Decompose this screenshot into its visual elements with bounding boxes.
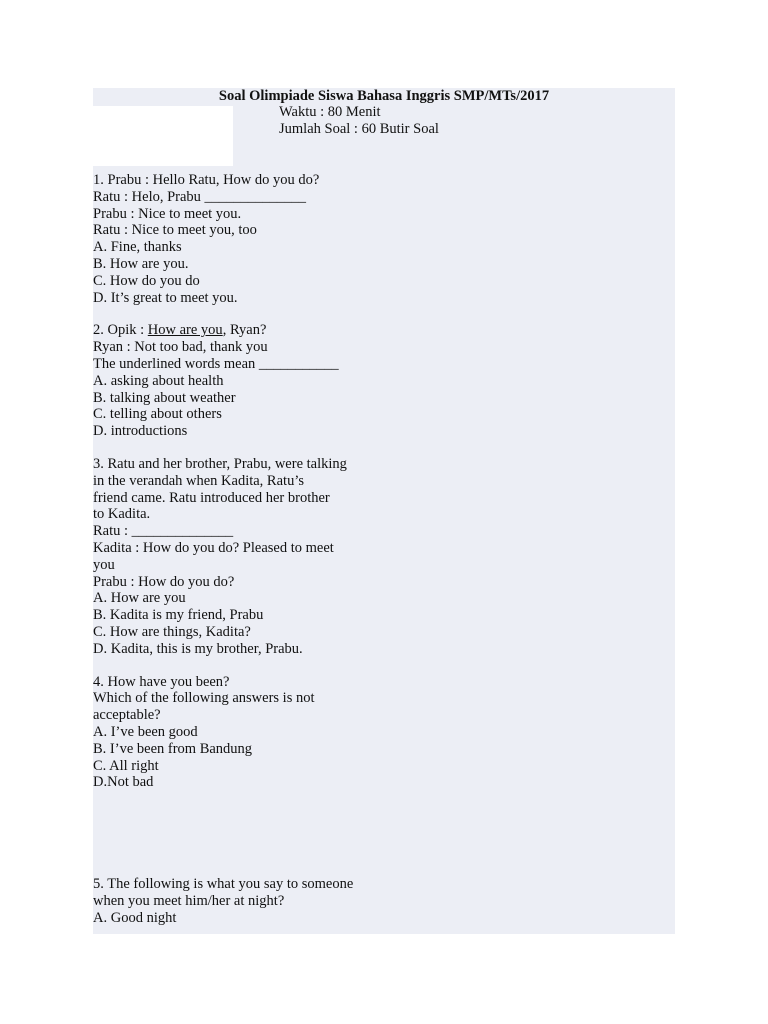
question-line: 5. The following is what you say to someone (93, 876, 354, 893)
question-text: , Ryan? (222, 322, 267, 339)
question-line: 4. How have you been? (93, 673, 230, 690)
document-title: Soal Olimpiade Siswa Bahasa Inggris SMP/MTs/2017 (218, 88, 550, 104)
question-line: when you meet him/her at night? (93, 892, 285, 909)
answer-option: A. I’ve been good (93, 723, 198, 740)
question-list (93, 172, 393, 926)
answer-option: A. Good night (93, 909, 177, 926)
question-line: Ratu : Helo, Prabu ______________ (93, 188, 307, 205)
answer-option: C. How do you do (93, 272, 200, 289)
question-line: Prabu : Nice to meet you. (93, 205, 242, 222)
question-line: Prabu : How do you do? (93, 573, 235, 590)
answer-option: A. asking about health (93, 372, 224, 389)
question-1 (93, 172, 393, 306)
answer-option: C. telling about others (93, 406, 222, 423)
question-line: acceptable? (93, 707, 161, 724)
answer-option: D. introductions (93, 423, 188, 440)
question-line: Which of the following answers is not (93, 690, 315, 707)
answer-option: B. I’ve been from Bandung (93, 740, 253, 757)
question-line: to Kadita. (93, 506, 151, 523)
answer-option: D. It’s great to meet you. (93, 289, 238, 306)
answer-option: B. How are you. (93, 255, 189, 272)
question-line: 1. Prabu : Hello Ratu, How do you do? (93, 172, 320, 188)
time-limit: Waktu : 80 Menit (279, 104, 381, 120)
answer-option: D.Not bad (93, 774, 154, 791)
answer-option: C. How are things, Kadita? (93, 623, 251, 640)
question-line: you (93, 556, 115, 573)
question-text: 2. Opik : (93, 322, 148, 339)
question-line: Ratu : Nice to meet you, too (93, 222, 257, 239)
question-line: Ratu : ______________ (93, 523, 234, 540)
question-line: Kadita : How do you do? Pleased to meet (93, 539, 334, 556)
answer-option: C. All right (93, 757, 159, 774)
underlined-words: How are you (147, 322, 223, 339)
question-5 (93, 876, 393, 926)
answer-option: B. talking about weather (93, 389, 236, 406)
question-3 (93, 456, 393, 658)
question-line: Ryan : Not too bad, thank you (93, 339, 268, 356)
question-line: in the verandah when Kadita, Ratu’s (93, 472, 304, 489)
question-4 (93, 674, 393, 792)
question-2 (93, 322, 393, 440)
question-line: 3. Ratu and her brother, Prabu, were talking (93, 455, 347, 472)
question-line: The underlined words mean ___________ (93, 355, 339, 372)
question-line: friend came. Ratu introduced her brother (93, 489, 330, 506)
answer-option: D. Kadita, this is my brother, Prabu. (93, 640, 303, 657)
answer-option: A. Fine, thanks (93, 239, 182, 256)
document-meta (279, 104, 439, 138)
answer-option: A. How are you (93, 590, 186, 607)
question-count: Jumlah Soal : 60 Butir Soal (279, 121, 439, 137)
question-line (93, 322, 393, 339)
answer-option: B. Kadita is my friend, Prabu (93, 607, 264, 624)
